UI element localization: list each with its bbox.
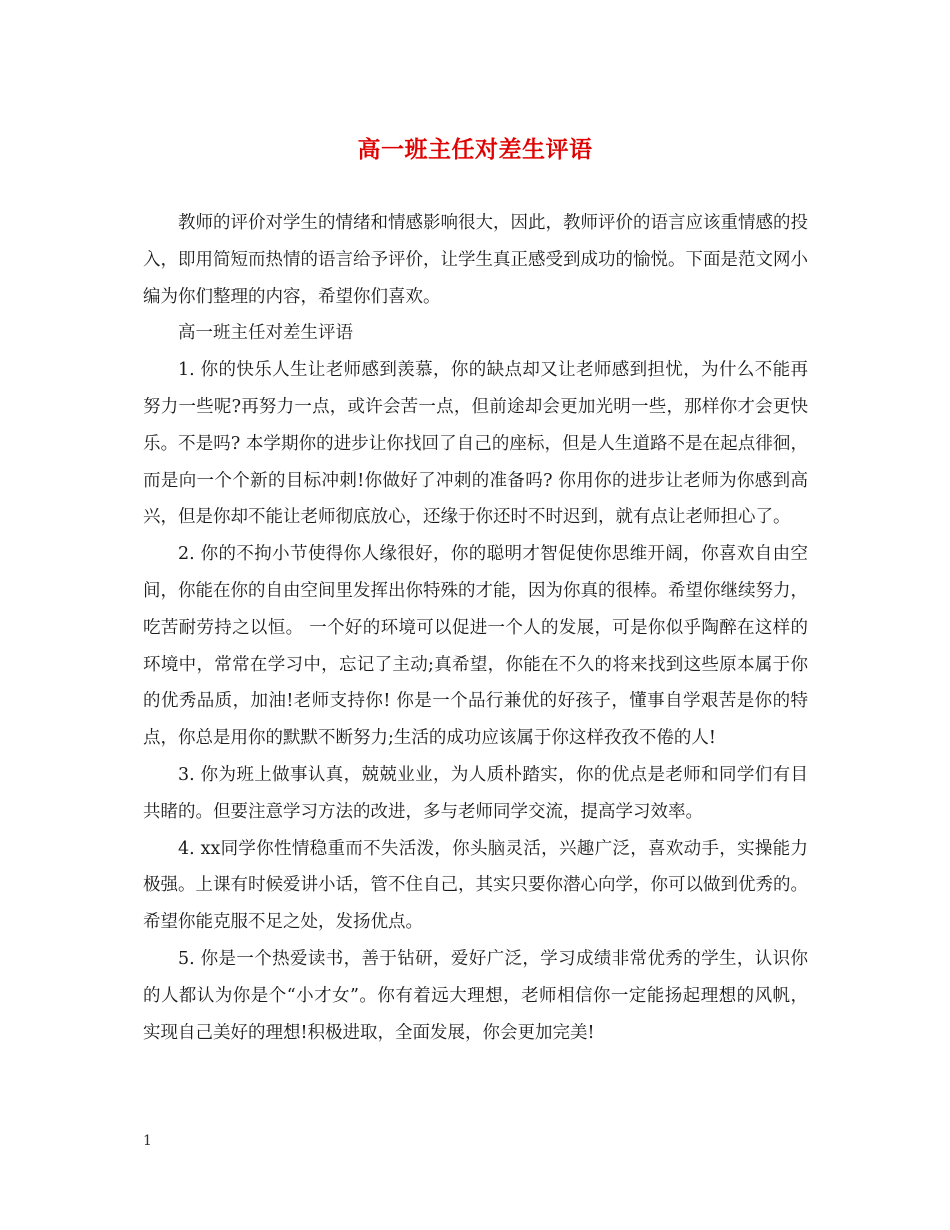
document-title: 高一班主任对差生评语 bbox=[357, 136, 593, 163]
comment-paragraph-3: 3. 你为班上做事认真，兢兢业业，为人质朴踏实，你的优点是老师和同学们有目共睹的。但要注意学习方法的改进，多与老师同学交流，提高学习效率。 bbox=[143, 764, 808, 822]
intro-paragraph: 教师的评价对学生的情绪和情感影响很大，因此，教师评价的语言应该重情感的投入，即用简短而热情的语言给予评价，让学生真正感受到成功的愉悦。下面是范文网小编为你们整理的内容，希望你们喜欢。 bbox=[143, 213, 808, 307]
section-heading: 高一班主任对差生评语 bbox=[178, 323, 353, 344]
comment-paragraph-1: 1. 你的快乐人生让老师感到羡慕，你的缺点却又让老师感到担忧，为什么不能再努力一些呢?再努力一点，或许会苦一点，但前途却会更加光明一些，那样你才会更快乐。不是吗? 本学期你的进步让你找回了自己的座标，但是人生道路不是在起点徘徊，而是向一个个新的目标冲刺!你做好了冲刺的准备吗? 你用你的进步让老师为你感到高兴，但是你却不能让老师彻底放心，还缘于你还时不时迟到，就有点让老师担心了。 bbox=[143, 360, 808, 528]
comment-paragraph-4: 4. xx同学你性情稳重而不失活泼，你头脑灵活，兴趣广泛，喜欢动手，实操能力极强。上课有时候爱讲小话，管不住自己，其实只要你潜心向学，你可以做到优秀的。希望你能克服不足之处，发扬优点。 bbox=[143, 838, 808, 933]
comment-paragraph-2: 2. 你的不拘小节使得你人缘很好，你的聪明才智促使你思维开阔，你喜欢自由空间，你能在你的自由空间里发挥出你特殊的才能，因为你真的很棒。希望你继续努力，吃苦耐劳持之以恒。 一个好的环境可以促进一个人的发展，可是你似乎陶醉在这样的环境中，常常在学习中，忘记了主动;真希望，你能在不久的将来找到这些原本属于你的优秀品质，加油!老师支持你! 你是一个品行兼优的好孩子，懂事自学艰苦是你的特点，你总是用你的默默不断努力;生活的成功应该属于你这样孜孜不倦的人! bbox=[143, 544, 808, 749]
comment-paragraph-5: 5. 你是一个热爱读书，善于钻研，爱好广泛，学习成绩非常优秀的学生，认识你的人都认为你是个“小才女”。你有着远大理想，老师相信你一定能扬起理想的风帆，实现自己美好的理想!积极进取，全面发展，你会更加完美! bbox=[143, 948, 808, 1043]
document-body bbox=[143, 205, 808, 1051]
page-number: 1 bbox=[143, 1133, 152, 1149]
